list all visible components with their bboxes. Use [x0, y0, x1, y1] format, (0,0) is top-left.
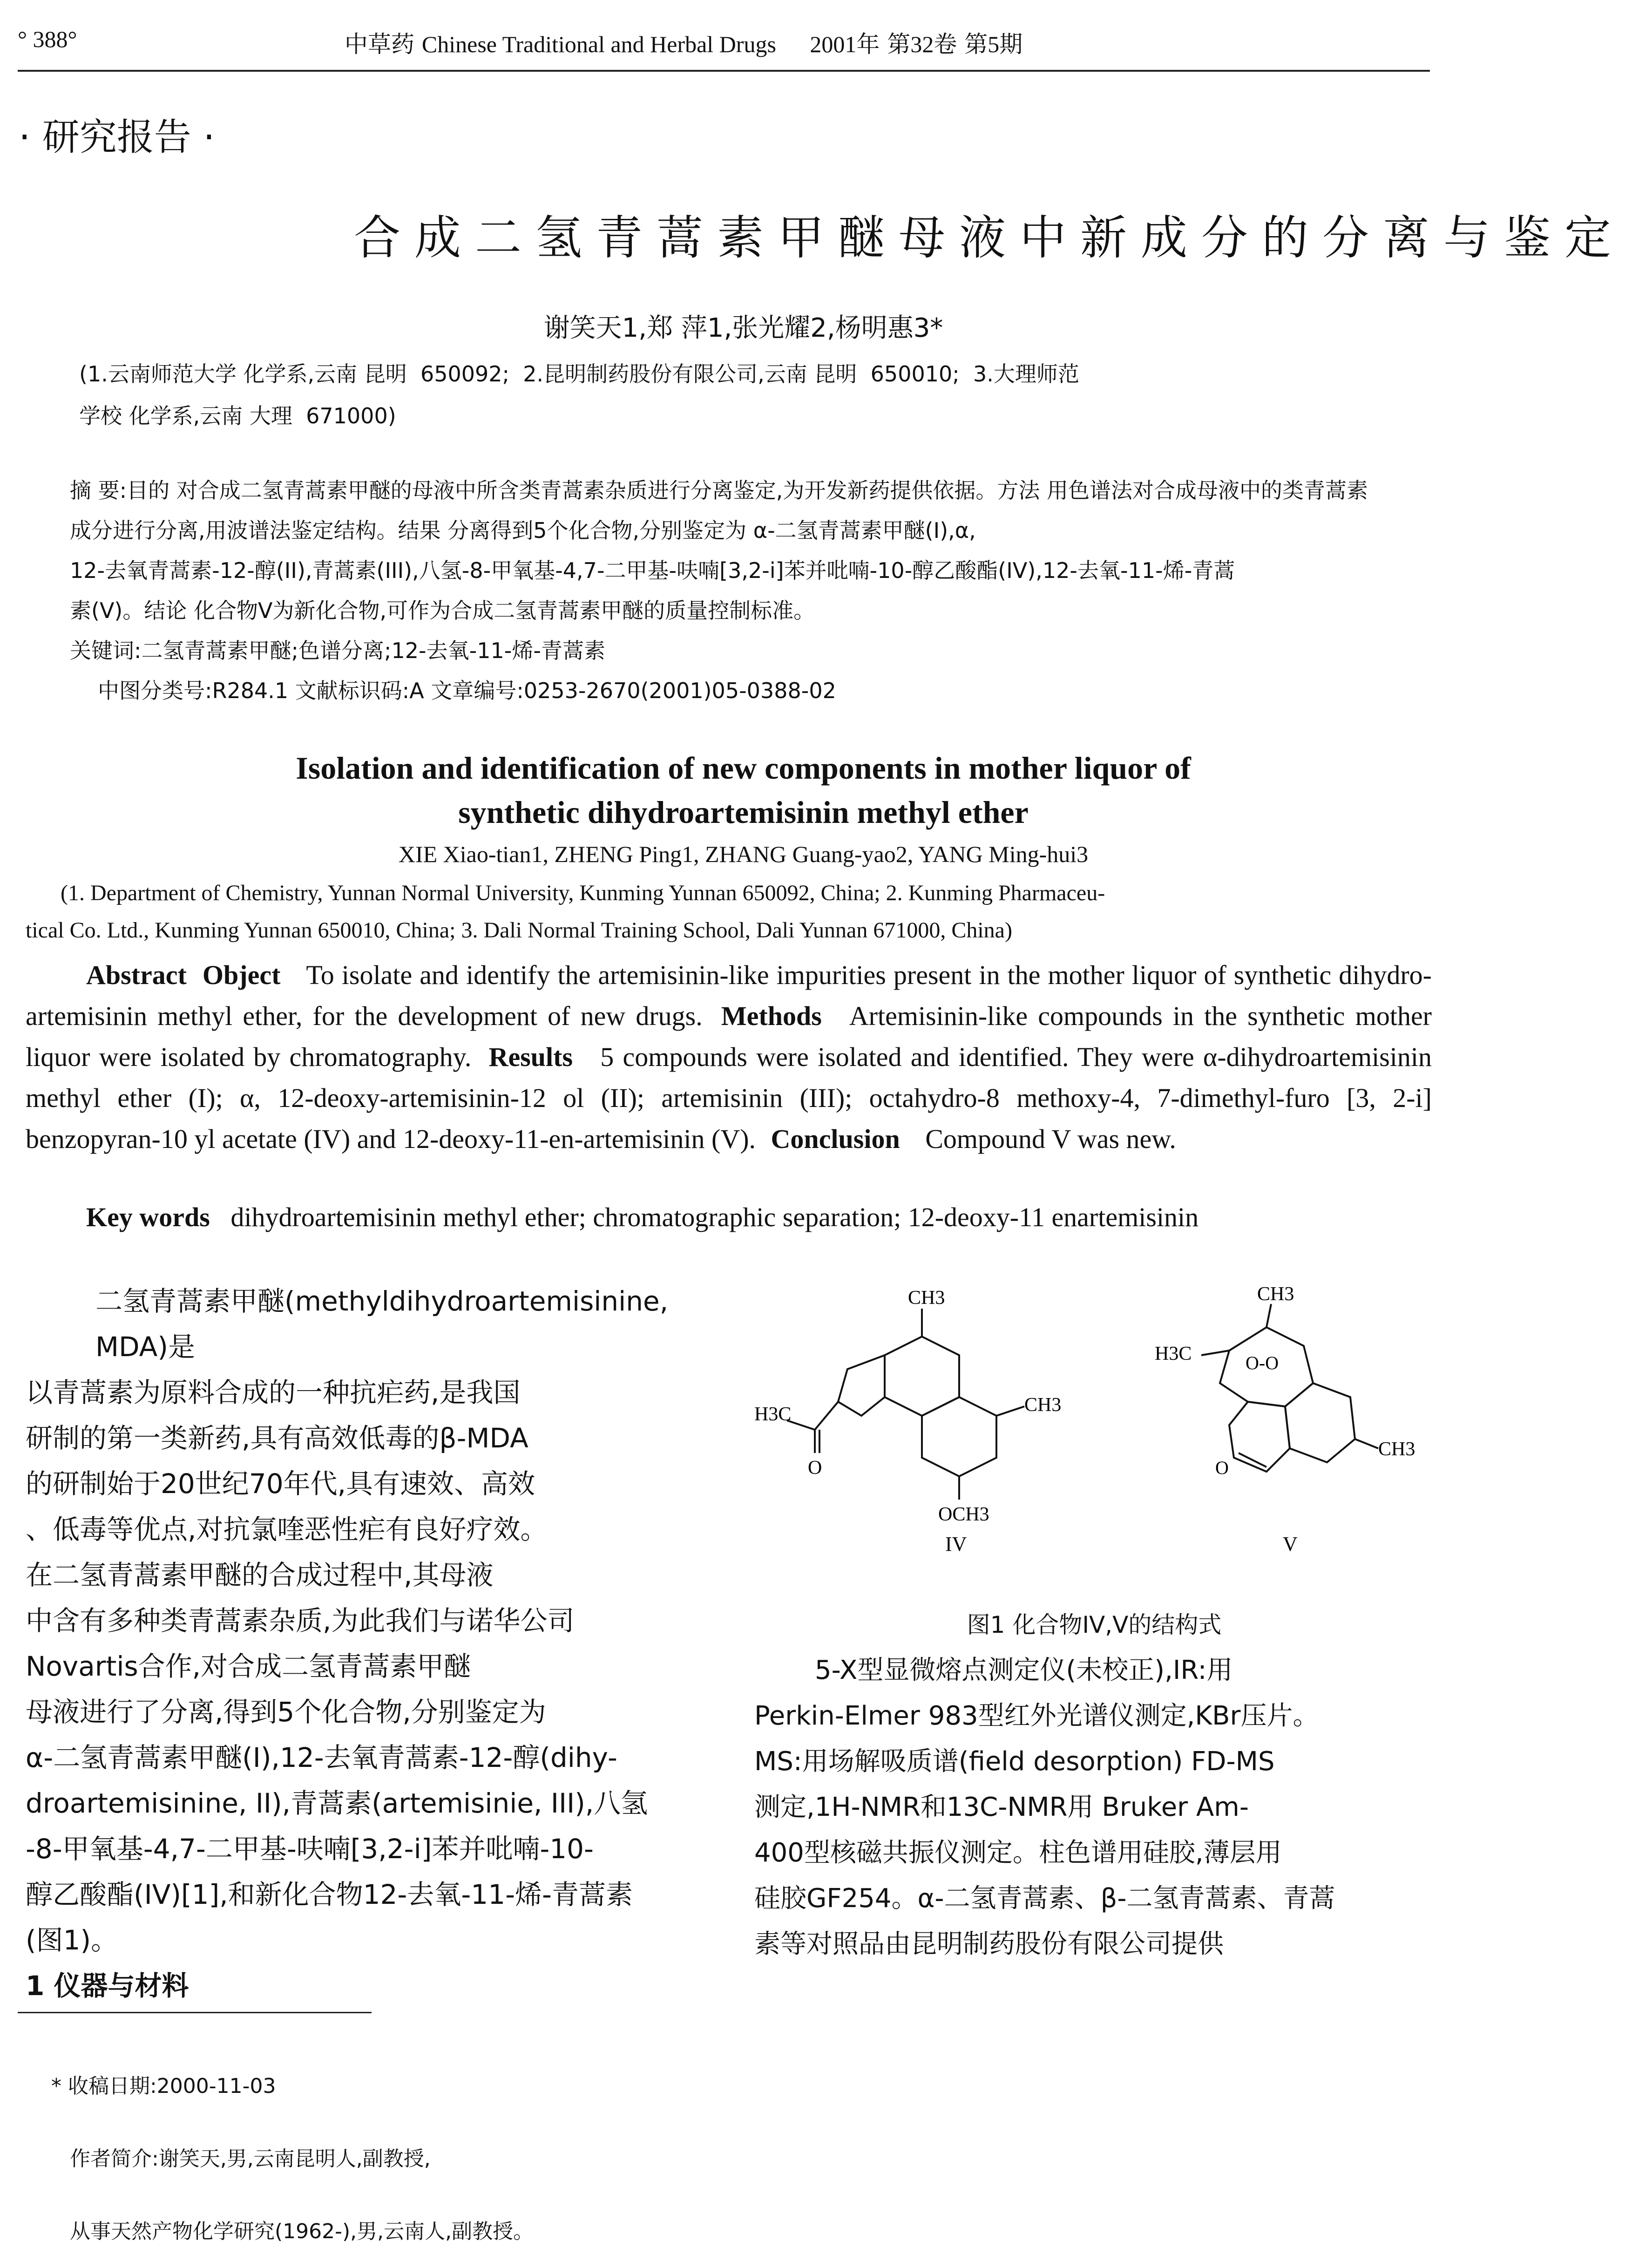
iv-methyl-bond-right — [996, 1406, 1024, 1416]
object-text: To isolate and identify the artemisinin-like impurities present in the mother liquor of synthetic dihydro-artemisinin methyl ether, for the development of new drugs. — [26, 960, 1432, 1031]
header-rule — [18, 70, 1430, 72]
body-line: 素等对照品由昆明制药股份有限公司提供 — [754, 1929, 1224, 1959]
footnote-author-line-2: 从事天然产物化学研究(1962-),男,云南人,副教授。 — [70, 2220, 534, 2243]
body-right-column — [754, 1602, 1434, 1967]
cn-affiliation-line-1: (1.云南师范大学 化学系,云南 昆明 650092; 2.昆明制药股份有限公司,云南 昆明 650010; 3.大理师范 — [79, 361, 1079, 387]
cn-affiliation-line-2: 学校 化学系,云南 大理 671000) — [79, 403, 396, 428]
body-line: 400型核磁共振仪测定。柱色谱用硅胶,薄层用 — [754, 1838, 1282, 1868]
iv-ring-a — [885, 1337, 959, 1416]
methods-label: Methods — [721, 1001, 822, 1031]
body-line: MS:用场解吸质谱(field desorption) FD-MS — [754, 1746, 1275, 1777]
structure-figure — [754, 1283, 1434, 1555]
section-label: · 研究报告 · — [19, 115, 215, 159]
cn-abstract-line: 12-去氧青蒿素-12-醇(II),青蒿素(III),八氢-8-甲氧基-4,7-二甲基-呋喃[3,2-i]苯并吡喃-10-醇乙酸酯(IV),12-去氧-11-烯-青蒿 — [70, 558, 1235, 583]
object-label: Object — [202, 960, 281, 990]
iv-label-ch3: CH3 — [1024, 1394, 1062, 1416]
keywords-text: dihydroartemisinin methyl ether; chromatographic separation; 12-deoxy-11 enartemisinin — [230, 1202, 1199, 1232]
v-label-oo: O-O — [1246, 1352, 1279, 1373]
cn-title: 合成二氢青蒿素甲醚母液中新成分的分离与鉴定 — [354, 211, 1625, 265]
en-authors: XIE Xiao-tian1, ZHENG Ping1, ZHANG Guang-yao2, YANG Ming-hui3 — [398, 841, 1089, 867]
body-line: 5-X型显微熔点测定仪(未校正),IR:用 — [815, 1655, 1233, 1685]
conclusion-text: Compound V was new. — [925, 1124, 1176, 1154]
page-number: ° 388° — [18, 26, 77, 52]
footnote — [51, 2026, 534, 2268]
v-label-o: O — [1215, 1457, 1229, 1478]
footnote-rule — [18, 2012, 372, 2013]
iv-ring-furan — [838, 1355, 885, 1416]
body-line: 母液进行了分离,得到5个化合物,分别鉴定为 — [26, 1696, 546, 1728]
iv-label-och3: OCH3 — [938, 1504, 989, 1525]
cn-abstract-line: 成分进行分离,用波谱法鉴定结构。结果 分离得到5个化合物,分别鉴定为 α-二氢青蒿素甲醚(I),α, — [70, 518, 976, 543]
cn-abstract — [70, 470, 1406, 711]
structure-label-v: V — [1283, 1533, 1298, 1555]
body-line: α-二氢青蒿素甲醚(I),12-去氧青蒿素-12-醇(dihy- — [26, 1742, 617, 1773]
conclusion-label: Conclusion — [771, 1124, 900, 1154]
iv-ring-b — [922, 1397, 996, 1476]
v-methyl-bond-left — [1201, 1351, 1229, 1355]
body-line: 中含有多种类青蒿素杂质,为此我们与诺华公司 — [26, 1605, 575, 1636]
en-affiliation-line-1: (1. Department of Chemistry, Yunnan Normal University, Kunming Yunnan 650092, China; 2. Kunming Pharmaceu- — [61, 881, 1105, 905]
body-line: Novartis合作,对合成二氢青蒿素甲醚 — [26, 1650, 471, 1682]
abstract-label: Abstract — [86, 960, 187, 990]
body-line: Perkin-Elmer 983型红外光谱仪测定,KBr压片。 — [754, 1701, 1319, 1731]
v-label-left: H3C — [1155, 1343, 1192, 1365]
body-line: 以青蒿素为原料合成的一种抗疟药,是我国 — [26, 1377, 521, 1408]
running-header: 中草药 Chinese Traditional and Herbal Drugs 2001年 第32卷 第5期 — [345, 31, 1023, 58]
body-line: droartemisinine, II),青蒿素(artemisinie, III),八氢 — [26, 1787, 648, 1819]
v-methyl-bond-right — [1355, 1439, 1378, 1448]
body-line: (图1)。 — [26, 1924, 118, 1956]
section-heading: 1 仪器与材料 — [26, 1970, 189, 2002]
en-title-line-2: synthetic dihydroartemisinin methyl ether — [458, 794, 1029, 830]
structure-label-iv: IV — [945, 1533, 967, 1555]
v-ring-cyclohexane — [1285, 1383, 1355, 1462]
figure-caption: 图1 化合物IV,V的结构式 — [967, 1611, 1222, 1638]
v-methyl-bond-top — [1266, 1304, 1271, 1327]
en-keywords — [26, 1197, 1432, 1238]
results-label: Results — [488, 1042, 573, 1072]
body-line: -8-甲氧基-4,7-二甲基-呋喃[3,2-i]苯并吡喃-10- — [26, 1833, 594, 1865]
v-ring-lactone — [1229, 1402, 1290, 1472]
compound-v-structure — [1201, 1304, 1378, 1472]
body-line: 二氢青蒿素甲醚(methyldihydroartemisinine, MDA)是 — [95, 1285, 669, 1363]
body-line: 在二氢青蒿素甲醚的合成过程中,其母液 — [26, 1559, 494, 1591]
iv-label-top: CH3 — [908, 1287, 945, 1309]
footnote-received: * 收稿日期:2000-11-03 — [51, 2074, 276, 2098]
compound-iv-structure — [787, 1309, 1024, 1500]
iv-label-left: H3C — [754, 1404, 792, 1425]
body-line: 醇乙酸酯(IV)[1],和新化合物12-去氧-11-烯-青蒿素 — [26, 1879, 633, 1910]
en-abstract — [26, 955, 1432, 1160]
body-line: 的研制始于20世纪70年代,具有速效、高效 — [26, 1468, 535, 1500]
en-affiliation-line-2: tical Co. Ltd., Kunming Yunnan 650010, China; 3. Dali Normal Training School, Dali Yunnan 671000, China) — [26, 918, 1012, 943]
keywords-label: Key words — [86, 1202, 210, 1232]
cn-abstract-line: 素(V)。结论 化合物V为新化合物,可作为合成二氢青蒿素甲醚的质量控制标准。 — [70, 598, 815, 623]
body-line: 测定,1H-NMR和13C-NMR用 Bruker Am- — [754, 1792, 1249, 1822]
v-label-top: CH3 — [1257, 1283, 1294, 1305]
body-line: 研制的第一类新药,具有高效低毒的β-MDA — [26, 1422, 528, 1454]
v-label-ch3: CH3 — [1378, 1439, 1415, 1460]
cn-abstract-line: 摘 要:目的 对合成二氢青蒿素甲醚的母液中所含类青蒿素杂质进行分离鉴定,为开发新药提供依据。方法 用色谱法对合成母液中的类青蒿素 — [70, 478, 1368, 503]
iv-label-o: O — [808, 1457, 822, 1479]
cn-classification: 中图分类号:R284.1 文献标识码:A 文章编号:0253-2670(2001)05-0388-02 — [98, 678, 836, 703]
en-title-line-1: Isolation and identification of new components in mother liquor of — [296, 750, 1191, 786]
iv-acetate-bond — [815, 1402, 838, 1430]
results-text: 5 compounds were isolated and identified. They were α-dihydroartemisinin methyl ether (I); α, 12-deoxy-artemisinin-12 ol (II); artemisinin (III); octahydro-8 methoxy-4, 7-dimethyl-furo [3, 2-i] benzopyran-10 yl acetate (IV) and 12-deoxy-11-en-artemisinin (V). — [26, 1042, 1432, 1154]
methods-text: Artemisinin-like compounds in the synthetic mother liquor were isolated by chromatography. — [26, 1001, 1432, 1072]
body-left-column — [26, 1278, 715, 2009]
body-line: 、低毒等优点,对抗氯喹恶性疟有良好疗效。 — [26, 1514, 548, 1545]
body-line: 硅胶GF254。α-二氢青蒿素、β-二氢青蒿素、青蒿 — [754, 1883, 1335, 1914]
footnote-author-line-1: 作者简介:谢笑天,男,云南昆明人,副教授, — [70, 2147, 431, 2171]
cn-authors: 谢笑天1,郑 萍1,张光耀2,杨明惠3* — [543, 313, 943, 343]
cn-keywords: 关键词:二氢青蒿素甲醚;色谱分离;12-去氧-11-烯-青蒿素 — [70, 638, 605, 663]
